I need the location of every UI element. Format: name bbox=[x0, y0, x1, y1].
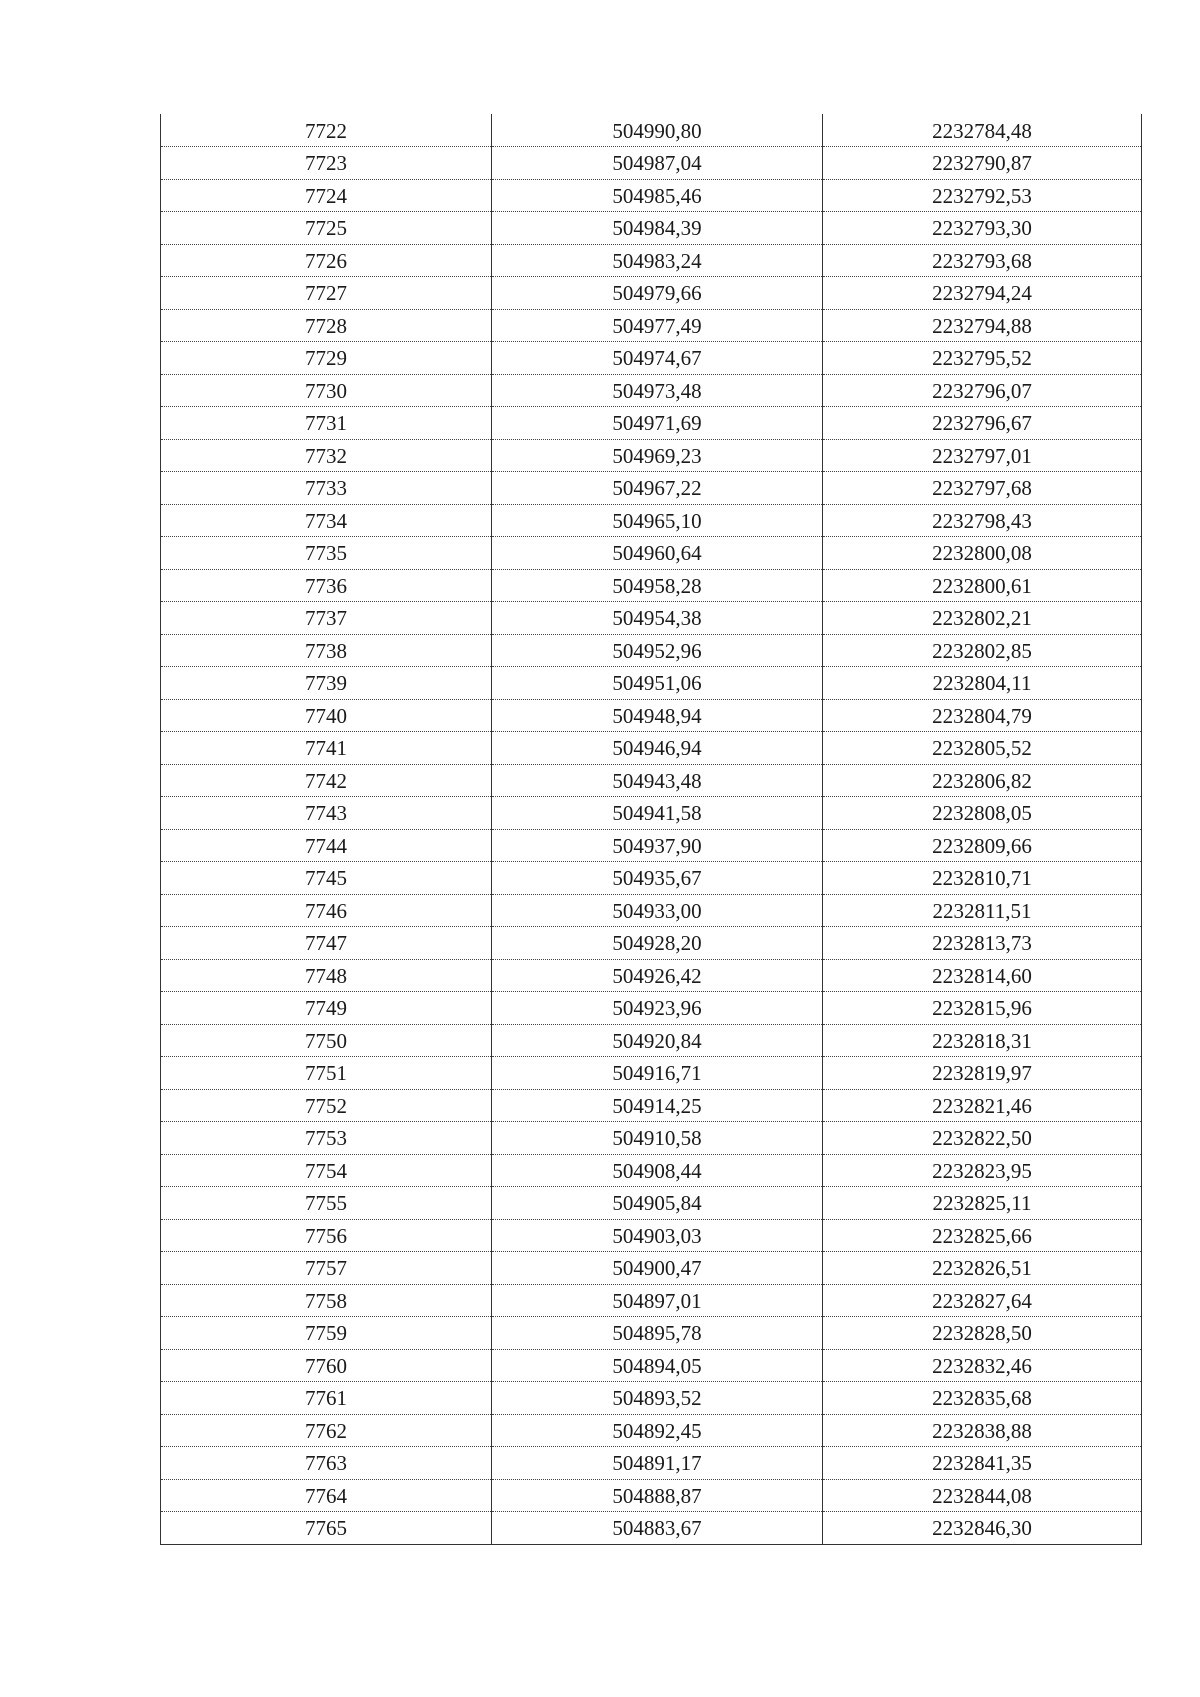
point-number-cell: 7748 bbox=[161, 959, 492, 992]
point-number-cell: 7764 bbox=[161, 1479, 492, 1512]
y-coordinate-cell: 2232804,11 bbox=[823, 667, 1142, 700]
x-coordinate-cell: 504977,49 bbox=[492, 309, 823, 342]
y-coordinate-cell: 2232793,30 bbox=[823, 212, 1142, 245]
table-row bbox=[161, 342, 1142, 375]
y-coordinate-cell: 2232796,67 bbox=[823, 407, 1142, 440]
point-number-cell: 7762 bbox=[161, 1414, 492, 1447]
y-coordinate-cell: 2232810,71 bbox=[823, 862, 1142, 895]
point-number-cell: 7750 bbox=[161, 1024, 492, 1057]
table-row bbox=[161, 992, 1142, 1025]
table-row bbox=[161, 1089, 1142, 1122]
y-coordinate-cell: 2232808,05 bbox=[823, 797, 1142, 830]
x-coordinate-cell: 504974,67 bbox=[492, 342, 823, 375]
y-coordinate-cell: 2232823,95 bbox=[823, 1154, 1142, 1187]
y-coordinate-cell: 2232793,68 bbox=[823, 244, 1142, 277]
x-coordinate-cell: 504928,20 bbox=[492, 927, 823, 960]
y-coordinate-cell: 2232802,21 bbox=[823, 602, 1142, 635]
point-number-cell: 7747 bbox=[161, 927, 492, 960]
table-row bbox=[161, 407, 1142, 440]
y-coordinate-cell: 2232794,88 bbox=[823, 309, 1142, 342]
y-coordinate-cell: 2232800,61 bbox=[823, 569, 1142, 602]
table-row bbox=[161, 1382, 1142, 1415]
table-row bbox=[161, 1252, 1142, 1285]
y-coordinate-cell: 2232792,53 bbox=[823, 179, 1142, 212]
x-coordinate-cell: 504985,46 bbox=[492, 179, 823, 212]
x-coordinate-cell: 504903,03 bbox=[492, 1219, 823, 1252]
point-number-cell: 7744 bbox=[161, 829, 492, 862]
x-coordinate-cell: 504897,01 bbox=[492, 1284, 823, 1317]
y-coordinate-cell: 2232815,96 bbox=[823, 992, 1142, 1025]
point-number-cell: 7742 bbox=[161, 764, 492, 797]
y-coordinate-cell: 2232784,48 bbox=[823, 114, 1142, 147]
x-coordinate-cell: 504883,67 bbox=[492, 1512, 823, 1545]
table-row bbox=[161, 1447, 1142, 1480]
point-number-cell: 7756 bbox=[161, 1219, 492, 1252]
x-coordinate-cell: 504983,24 bbox=[492, 244, 823, 277]
x-coordinate-cell: 504916,71 bbox=[492, 1057, 823, 1090]
table-row bbox=[161, 602, 1142, 635]
y-coordinate-cell: 2232797,01 bbox=[823, 439, 1142, 472]
y-coordinate-cell: 2232828,50 bbox=[823, 1317, 1142, 1350]
y-coordinate-cell: 2232826,51 bbox=[823, 1252, 1142, 1285]
table-row bbox=[161, 829, 1142, 862]
table-row bbox=[161, 1349, 1142, 1382]
x-coordinate-cell: 504900,47 bbox=[492, 1252, 823, 1285]
table-row bbox=[161, 537, 1142, 570]
x-coordinate-cell: 504891,17 bbox=[492, 1447, 823, 1480]
y-coordinate-cell: 2232790,87 bbox=[823, 147, 1142, 180]
x-coordinate-cell: 504888,87 bbox=[492, 1479, 823, 1512]
point-number-cell: 7755 bbox=[161, 1187, 492, 1220]
x-coordinate-cell: 504952,96 bbox=[492, 634, 823, 667]
table-row bbox=[161, 732, 1142, 765]
x-coordinate-cell: 504943,48 bbox=[492, 764, 823, 797]
table-row bbox=[161, 1512, 1142, 1545]
table-row bbox=[161, 309, 1142, 342]
x-coordinate-cell: 504969,23 bbox=[492, 439, 823, 472]
point-number-cell: 7752 bbox=[161, 1089, 492, 1122]
y-coordinate-cell: 2232814,60 bbox=[823, 959, 1142, 992]
x-coordinate-cell: 504920,84 bbox=[492, 1024, 823, 1057]
y-coordinate-cell: 2232802,85 bbox=[823, 634, 1142, 667]
y-coordinate-cell: 2232811,51 bbox=[823, 894, 1142, 927]
point-number-cell: 7734 bbox=[161, 504, 492, 537]
point-number-cell: 7758 bbox=[161, 1284, 492, 1317]
point-number-cell: 7746 bbox=[161, 894, 492, 927]
table-row bbox=[161, 927, 1142, 960]
point-number-cell: 7761 bbox=[161, 1382, 492, 1415]
x-coordinate-cell: 504990,80 bbox=[492, 114, 823, 147]
y-coordinate-cell: 2232805,52 bbox=[823, 732, 1142, 765]
point-number-cell: 7724 bbox=[161, 179, 492, 212]
table-row bbox=[161, 1479, 1142, 1512]
point-number-cell: 7741 bbox=[161, 732, 492, 765]
x-coordinate-cell: 504895,78 bbox=[492, 1317, 823, 1350]
point-number-cell: 7722 bbox=[161, 114, 492, 147]
y-coordinate-cell: 2232813,73 bbox=[823, 927, 1142, 960]
table-row bbox=[161, 894, 1142, 927]
point-number-cell: 7743 bbox=[161, 797, 492, 830]
point-number-cell: 7735 bbox=[161, 537, 492, 570]
point-number-cell: 7757 bbox=[161, 1252, 492, 1285]
point-number-cell: 7739 bbox=[161, 667, 492, 700]
x-coordinate-cell: 504954,38 bbox=[492, 602, 823, 635]
y-coordinate-cell: 2232821,46 bbox=[823, 1089, 1142, 1122]
table-row bbox=[161, 277, 1142, 310]
y-coordinate-cell: 2232795,52 bbox=[823, 342, 1142, 375]
x-coordinate-cell: 504973,48 bbox=[492, 374, 823, 407]
y-coordinate-cell: 2232794,24 bbox=[823, 277, 1142, 310]
y-coordinate-cell: 2232819,97 bbox=[823, 1057, 1142, 1090]
table-row bbox=[161, 699, 1142, 732]
point-number-cell: 7737 bbox=[161, 602, 492, 635]
point-number-cell: 7726 bbox=[161, 244, 492, 277]
point-number-cell: 7754 bbox=[161, 1154, 492, 1187]
y-coordinate-cell: 2232825,11 bbox=[823, 1187, 1142, 1220]
table-row bbox=[161, 472, 1142, 505]
table-row bbox=[161, 569, 1142, 602]
x-coordinate-cell: 504905,84 bbox=[492, 1187, 823, 1220]
y-coordinate-cell: 2232841,35 bbox=[823, 1447, 1142, 1480]
point-number-cell: 7728 bbox=[161, 309, 492, 342]
x-coordinate-cell: 504935,67 bbox=[492, 862, 823, 895]
table-row bbox=[161, 212, 1142, 245]
point-number-cell: 7723 bbox=[161, 147, 492, 180]
table-row bbox=[161, 1122, 1142, 1155]
point-number-cell: 7765 bbox=[161, 1512, 492, 1545]
point-number-cell: 7759 bbox=[161, 1317, 492, 1350]
table-row bbox=[161, 1154, 1142, 1187]
point-number-cell: 7745 bbox=[161, 862, 492, 895]
table-row bbox=[161, 1284, 1142, 1317]
point-number-cell: 7736 bbox=[161, 569, 492, 602]
table-row bbox=[161, 764, 1142, 797]
y-coordinate-cell: 2232844,08 bbox=[823, 1479, 1142, 1512]
table-row bbox=[161, 1317, 1142, 1350]
table-row bbox=[161, 114, 1142, 147]
x-coordinate-cell: 504926,42 bbox=[492, 959, 823, 992]
point-number-cell: 7753 bbox=[161, 1122, 492, 1155]
x-coordinate-cell: 504984,39 bbox=[492, 212, 823, 245]
table-row bbox=[161, 959, 1142, 992]
x-coordinate-cell: 504958,28 bbox=[492, 569, 823, 602]
x-coordinate-cell: 504923,96 bbox=[492, 992, 823, 1025]
y-coordinate-cell: 2232822,50 bbox=[823, 1122, 1142, 1155]
point-number-cell: 7725 bbox=[161, 212, 492, 245]
y-coordinate-cell: 2232818,31 bbox=[823, 1024, 1142, 1057]
x-coordinate-cell: 504967,22 bbox=[492, 472, 823, 505]
y-coordinate-cell: 2232846,30 bbox=[823, 1512, 1142, 1545]
y-coordinate-cell: 2232797,68 bbox=[823, 472, 1142, 505]
table-row bbox=[161, 439, 1142, 472]
table-row bbox=[161, 1057, 1142, 1090]
table-row bbox=[161, 179, 1142, 212]
y-coordinate-cell: 2232825,66 bbox=[823, 1219, 1142, 1252]
y-coordinate-cell: 2232827,64 bbox=[823, 1284, 1142, 1317]
y-coordinate-cell: 2232804,79 bbox=[823, 699, 1142, 732]
x-coordinate-cell: 504933,00 bbox=[492, 894, 823, 927]
x-coordinate-cell: 504892,45 bbox=[492, 1414, 823, 1447]
point-number-cell: 7733 bbox=[161, 472, 492, 505]
x-coordinate-cell: 504971,69 bbox=[492, 407, 823, 440]
table-row bbox=[161, 667, 1142, 700]
y-coordinate-cell: 2232809,66 bbox=[823, 829, 1142, 862]
table-row bbox=[161, 1414, 1142, 1447]
y-coordinate-cell: 2232835,68 bbox=[823, 1382, 1142, 1415]
point-number-cell: 7760 bbox=[161, 1349, 492, 1382]
point-number-cell: 7740 bbox=[161, 699, 492, 732]
x-coordinate-cell: 504937,90 bbox=[492, 829, 823, 862]
table-row bbox=[161, 1024, 1142, 1057]
point-number-cell: 7730 bbox=[161, 374, 492, 407]
table-row bbox=[161, 504, 1142, 537]
table-row bbox=[161, 634, 1142, 667]
table-row bbox=[161, 147, 1142, 180]
x-coordinate-cell: 504908,44 bbox=[492, 1154, 823, 1187]
y-coordinate-cell: 2232832,46 bbox=[823, 1349, 1142, 1382]
x-coordinate-cell: 504894,05 bbox=[492, 1349, 823, 1382]
table-row bbox=[161, 1219, 1142, 1252]
y-coordinate-cell: 2232800,08 bbox=[823, 537, 1142, 570]
point-number-cell: 7732 bbox=[161, 439, 492, 472]
x-coordinate-cell: 504893,52 bbox=[492, 1382, 823, 1415]
x-coordinate-cell: 504914,25 bbox=[492, 1089, 823, 1122]
x-coordinate-cell: 504941,58 bbox=[492, 797, 823, 830]
x-coordinate-cell: 504946,94 bbox=[492, 732, 823, 765]
x-coordinate-cell: 504948,94 bbox=[492, 699, 823, 732]
point-number-cell: 7751 bbox=[161, 1057, 492, 1090]
point-number-cell: 7749 bbox=[161, 992, 492, 1025]
coordinates-table bbox=[160, 114, 1142, 1545]
y-coordinate-cell: 2232796,07 bbox=[823, 374, 1142, 407]
point-number-cell: 7738 bbox=[161, 634, 492, 667]
x-coordinate-cell: 504979,66 bbox=[492, 277, 823, 310]
point-number-cell: 7763 bbox=[161, 1447, 492, 1480]
point-number-cell: 7731 bbox=[161, 407, 492, 440]
table-row bbox=[161, 244, 1142, 277]
x-coordinate-cell: 504910,58 bbox=[492, 1122, 823, 1155]
y-coordinate-cell: 2232798,43 bbox=[823, 504, 1142, 537]
table-row bbox=[161, 862, 1142, 895]
y-coordinate-cell: 2232838,88 bbox=[823, 1414, 1142, 1447]
x-coordinate-cell: 504987,04 bbox=[492, 147, 823, 180]
point-number-cell: 7727 bbox=[161, 277, 492, 310]
y-coordinate-cell: 2232806,82 bbox=[823, 764, 1142, 797]
x-coordinate-cell: 504965,10 bbox=[492, 504, 823, 537]
x-coordinate-cell: 504951,06 bbox=[492, 667, 823, 700]
table-row bbox=[161, 1187, 1142, 1220]
coordinates-table-body bbox=[161, 114, 1142, 1544]
x-coordinate-cell: 504960,64 bbox=[492, 537, 823, 570]
table-row bbox=[161, 797, 1142, 830]
point-number-cell: 7729 bbox=[161, 342, 492, 375]
table-row bbox=[161, 374, 1142, 407]
